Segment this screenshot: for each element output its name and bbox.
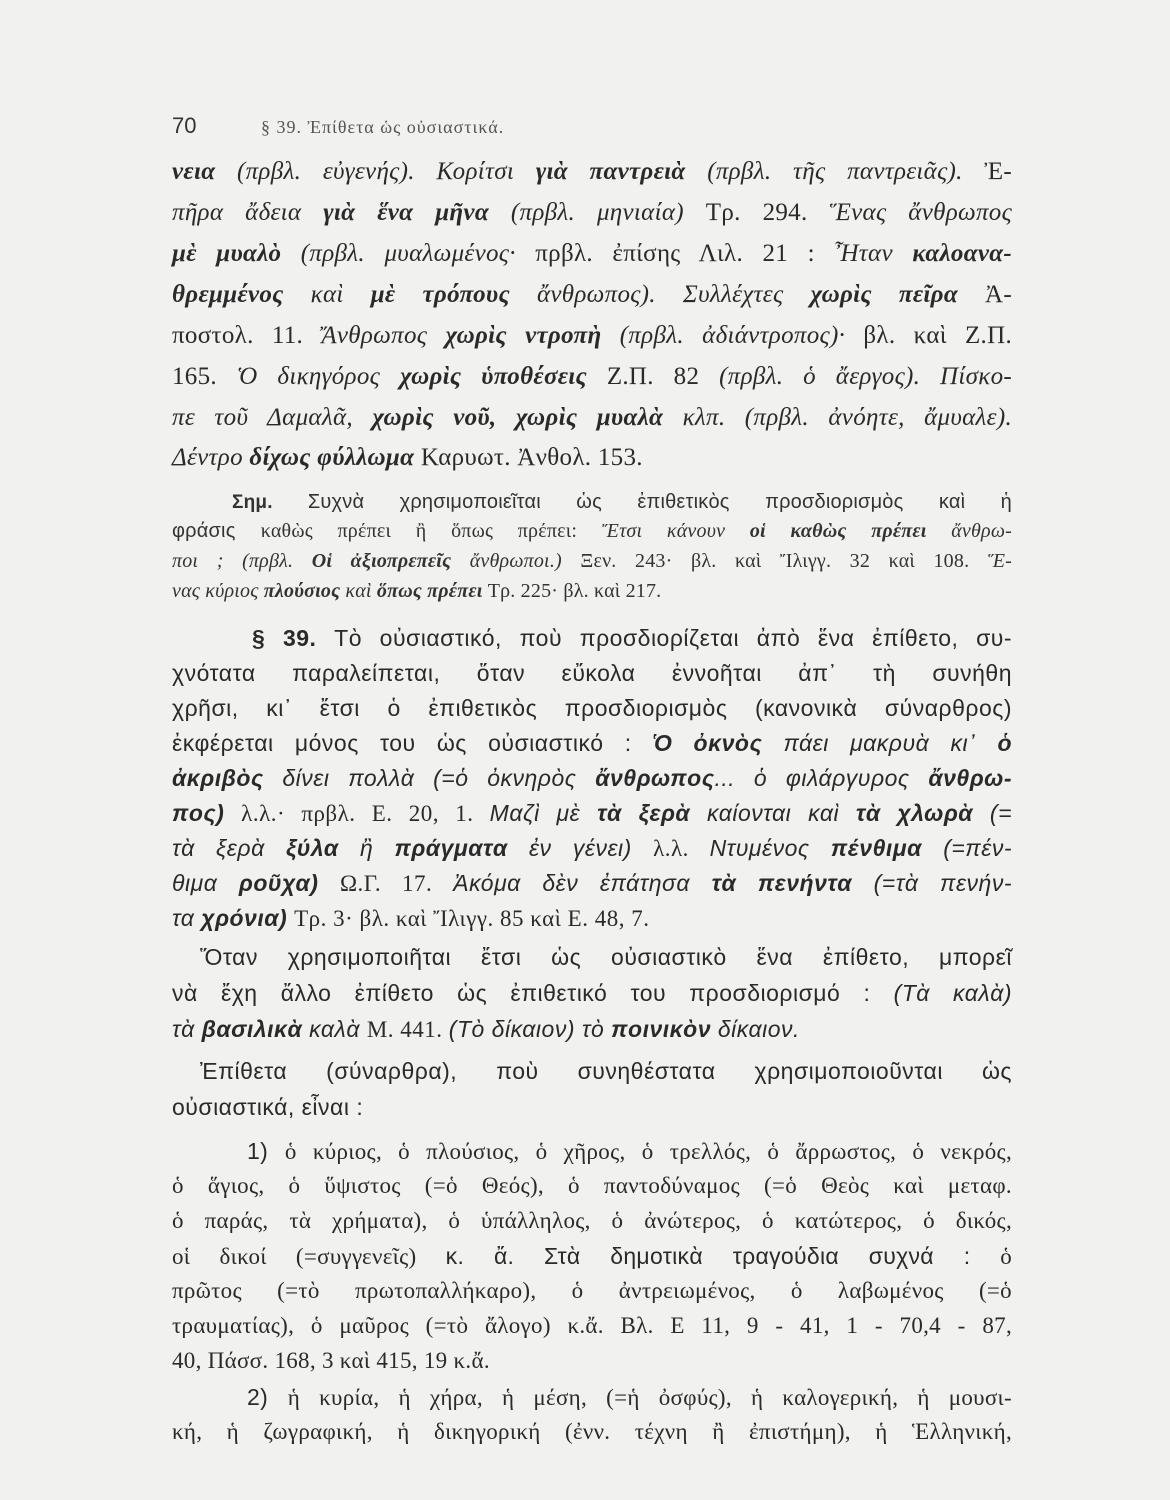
text-line (172, 944, 1012, 971)
text-run: ποινικὸν (611, 1016, 718, 1042)
text-run: μὲ μυαλὸ (172, 240, 301, 267)
text-run: τὰ χλωρὰ (855, 800, 990, 826)
text-run: Ἐ- (984, 158, 1012, 185)
text-run: (πρβλ. ὁ ἄεργος). Πίσκο- (719, 363, 1013, 390)
text-run: χωρὶς ὑποθέσεις (399, 363, 607, 390)
line-content (172, 491, 1012, 514)
text-run: βασιλικὰ (201, 1016, 310, 1042)
text-run: καλὰ (309, 1016, 367, 1042)
text-run: 1) (247, 1138, 285, 1164)
line-content (172, 1138, 1012, 1165)
text-run: χωρὶς πεῖρα (810, 281, 986, 308)
text-run: χωρὶς νοῦ, χωρὶς μυαλὰ (372, 404, 683, 431)
text-run: βλ. καὶ Ζ.Π. (863, 322, 1013, 349)
text-run: δίκαιον. (717, 1016, 800, 1042)
text-run: κλπ. (πρβλ. ἀνόητε, ἄμυαλε). (682, 404, 1012, 431)
line-content (172, 520, 1012, 543)
text-run: ποι ; (πρβλ. (172, 550, 312, 572)
text-run: πλούσιος (263, 580, 346, 602)
text-run: ποστολ. 11. (172, 322, 322, 349)
line-content (172, 1313, 1012, 1339)
text-run: Ἀκόμα δὲν ἐπάτησα (453, 870, 712, 896)
text-run: Ἕ- (987, 550, 1012, 572)
text-run: Τρ. 294. (705, 199, 830, 226)
text-run: ἄνθρωπος). Συλλέχτες (536, 281, 811, 308)
text-line (172, 404, 1012, 432)
text-line (172, 322, 1012, 350)
text-run: καίονται καὶ (707, 800, 856, 826)
text-run: Ἦταν (834, 240, 913, 267)
text-run: Τρ. 225· βλ. καὶ 217. (487, 580, 662, 602)
text-run: (πρβλ. μυαλωμένος· (300, 240, 536, 267)
text-run: Καρυωτ. Ἀνθολ. 153. (420, 444, 643, 471)
text-run: οἱ δικοί (=συγγενεῖς) (172, 1244, 446, 1269)
line-content (172, 444, 1012, 472)
text-run: (=πέν- (943, 835, 1012, 861)
text-run: ἐκφέρεται μόνος του ὡς οὐσιαστικό : (172, 730, 653, 756)
text-run: μὲ τρόπους (370, 281, 537, 308)
text-run: καθὼς πρέπει ἢ ὅπως πρέπει: (260, 520, 602, 542)
text-line (172, 1058, 1012, 1085)
text-run: τὰ ξερὰ (172, 835, 286, 861)
text-line (172, 765, 1012, 792)
text-run: Ὅταν χρησιμοποιῆται ἔτσι ὡς οὐσιαστικὸ ἕνα ἐπίθετο, μπορεῖ (200, 944, 1012, 970)
line-content (172, 905, 1012, 932)
text-line (172, 695, 1012, 722)
text-run: πος) (172, 800, 242, 826)
text-run: καὶ (345, 580, 377, 602)
text-run: πε τοῦ Δαμαλᾶ, (172, 404, 373, 431)
line-content (172, 1384, 1012, 1411)
text-line (172, 905, 1012, 932)
line-content (172, 1419, 1012, 1445)
line-content (172, 1243, 1012, 1270)
text-run: λ.λ.· πρβλ. Ε. 20, 1. (241, 801, 490, 826)
text-run: νεια (172, 158, 237, 185)
text-run: (= (989, 800, 1013, 826)
line-content (172, 1348, 1012, 1374)
text-run: 165. (172, 363, 237, 390)
text-line (172, 1094, 1012, 1121)
note-line (172, 491, 1012, 514)
text-run: ἄνθρωπος (595, 765, 715, 791)
line-content (172, 1278, 1012, 1304)
text-run: λ.λ. (653, 836, 710, 861)
text-run: (πρβλ. ἀδιάντροπος)· (619, 322, 864, 349)
text-line (172, 625, 1012, 652)
text-run: ... ὁ φιλάργυρος (714, 765, 929, 791)
text-run: πρῶτος (=τὸ πρωτοπαλλήκαρο), ὁ ἀντρειωμένος, ὁ λαβωμένος (=ὁ (172, 1278, 1012, 1303)
line-content (172, 870, 1012, 897)
text-run: ξύλα (285, 835, 360, 861)
line-content (172, 1208, 1012, 1234)
text-run: θιμα (172, 870, 239, 896)
text-run: Οἱ ἀξιοπρεπεῖς (311, 550, 470, 572)
text-run: τραυματίας), ὁ μαῦρος (=τὸ ἄλογο) κ.ἄ. Βλ. Ε 11, 9 - 41, 1 - 70,4 - 87, (172, 1313, 1012, 1338)
text-run: Ντυμένος (709, 835, 831, 861)
text-run: 40, Πάσσ. 168, 3 καὶ 415, 19 κ.ἄ. (172, 1348, 490, 1373)
text-run: νας κύριος (172, 580, 264, 602)
text-run: χωρὶς ντροπὴ (445, 322, 620, 349)
line-content (172, 158, 1012, 186)
text-run: καλοανα- (912, 240, 1013, 267)
line-content (172, 1016, 1012, 1043)
text-run: (πρβλ. μηνιαία) (510, 199, 706, 226)
text-run: καὶ (310, 281, 371, 308)
list-line (172, 1384, 1012, 1411)
text-run: φράσις (172, 520, 261, 542)
text-run: κή, ἡ ζωγραφική, ἡ δικηγορική (ἐνν. τέχνη ἢ ἐπιστήμη), ἡ Ἑλληνική, (172, 1419, 1012, 1444)
text-run: κ. ἄ. Στὰ δημοτικὰ τραγούδια συχνά : (445, 1243, 1001, 1269)
text-line (172, 158, 1012, 186)
line-content (172, 625, 1012, 652)
line-content (172, 322, 1012, 350)
text-run: ὅπως πρέπει (376, 580, 488, 602)
line-content (172, 281, 1012, 309)
list-line (172, 1419, 1012, 1445)
line-content (172, 550, 1012, 573)
text-run: ἐν γένει) (528, 835, 654, 861)
text-run: ἄνθρωποι.) (469, 550, 581, 572)
note-line (172, 550, 1012, 573)
text-run: πρβλ. ἐπίσης Λιλ. 21 : (535, 240, 835, 267)
line-content (172, 580, 1012, 603)
text-run: (=τὰ πενήν- (873, 870, 1012, 896)
list-line (172, 1243, 1012, 1270)
text-line (172, 240, 1012, 268)
list-line (172, 1138, 1012, 1165)
list-line (172, 1173, 1012, 1199)
text-line (172, 835, 1012, 862)
text-run: (πρβλ. εὐγενής). Κορίτσι (236, 158, 536, 185)
text-run: ὁ (1000, 1244, 1012, 1269)
line-content (172, 404, 1012, 432)
text-run: Ἐπίθετα (σύναρθρα), ποὺ συνηθέστατα χρησιμοποιοῦνται ὡς (200, 1058, 1012, 1084)
text-run: Ὁ δικηγόρος (236, 363, 400, 390)
text-run: θρεμμένος (172, 281, 311, 308)
text-line (172, 281, 1012, 309)
text-run: ἄνθρω- (928, 765, 1012, 791)
note-line (172, 520, 1012, 543)
text-run: τὰ ξερὰ (597, 800, 708, 826)
text-run: νὰ ἔχη ἄλλο ἐπίθετο ὡς ἐπιθετικό του προσδιορισμό : (172, 980, 894, 1006)
text-run: ἢ (359, 835, 395, 861)
text-run: Ἄνθρωπος (321, 322, 446, 349)
text-run: Ω.Γ. 17. (339, 871, 454, 896)
text-run: Δέντρο (172, 444, 250, 471)
text-run: Σημ. (232, 492, 308, 513)
text-run: πῆρα ἄδεια (172, 199, 324, 226)
text-run: τα (172, 905, 202, 931)
list-line (172, 1208, 1012, 1234)
line-content (172, 240, 1012, 268)
text-run: δίχως φύλλωμα (249, 444, 421, 471)
line-content (172, 1173, 1012, 1199)
line-content (172, 730, 1012, 757)
text-run: Ὁ ὀκνὸς (652, 730, 784, 756)
list-line (172, 1348, 1012, 1374)
note-line (172, 580, 1012, 603)
text-run: 2) (247, 1384, 288, 1410)
text-line (172, 660, 1012, 687)
text-line (172, 199, 1012, 227)
line-content (172, 980, 1012, 1007)
line-content (172, 800, 1012, 827)
line-content (172, 944, 1012, 971)
text-run: πράγματα (394, 835, 529, 861)
page-number: 70 (172, 113, 197, 138)
text-run: Τὸ οὐσιαστικό, ποὺ προσδιορίζεται ἀπὸ ἕνα ἐπίθετο, συ- (334, 625, 1012, 651)
line-content (172, 1058, 1012, 1085)
text-run: χρόνια) (201, 905, 295, 931)
line-content (172, 835, 1012, 862)
text-line (172, 800, 1012, 827)
text-run: Ἀ- (985, 281, 1012, 308)
text-run: (Τὰ καλὰ) (893, 980, 1012, 1006)
text-run: Τρ. 3· βλ. καὶ Ἴλιγγ. 85 καὶ Ε. 48, 7. (294, 906, 650, 931)
list-line (172, 1313, 1012, 1339)
text-run: ἄνθρω- (951, 520, 1012, 542)
text-run: § 39. (252, 625, 335, 651)
running-title: § 39. Ἐπίθετα ὡς οὐσιαστικά. (261, 117, 505, 137)
text-run: ὁ (997, 730, 1012, 756)
text-run: γιὰ ἕνα μῆνα (323, 199, 511, 226)
line-content (172, 199, 1012, 227)
text-run: Ζ.Π. 82 (606, 363, 720, 390)
text-run: (πρβλ. τῆς παντρειᾶς). (707, 158, 985, 185)
text-line (172, 730, 1012, 757)
text-run: Μ. 441. (366, 1017, 449, 1042)
text-line (172, 363, 1012, 391)
text-run: Ἔτσι κάνουν (601, 520, 750, 542)
text-line (172, 444, 1012, 472)
text-run: χρῆσι, κι᾽ ἔτσι ὁ ἐπιθετικὸς προσδιορισμὸς (κανονικὰ σύναρθρος) (172, 695, 1012, 721)
text-run: γιὰ παντρειὰ (535, 158, 708, 185)
text-run: οὐσιαστικά, εἶναι : (172, 1094, 364, 1120)
line-content (172, 765, 1012, 792)
text-run: τὰ πενήντα (711, 870, 874, 896)
line-content (172, 363, 1012, 391)
text-run: ἀκριβὸς (172, 765, 283, 791)
text-line (172, 980, 1012, 1007)
text-run: δίνει πολλὰ (=ὁ ὀκνηρὸς (282, 765, 596, 791)
list-line (172, 1278, 1012, 1304)
line-content (172, 695, 1012, 722)
text-run: Συχνὰ χρησιμοποιεῖται ὡς ἐπιθετικὸς προσδιορισμὸς καὶ ἡ (307, 491, 1012, 513)
text-line (172, 870, 1012, 897)
text-run: Ξεν. 243· βλ. καὶ Ἴλιγγ. 32 καὶ 108. (580, 550, 988, 572)
text-run: Ἕνας ἄνθρωπος (829, 199, 1013, 226)
text-line (172, 1016, 1012, 1043)
text-run: Μαζὶ μὲ (489, 800, 598, 826)
text-run: ροῦχα) (238, 870, 340, 896)
text-run: χνότατα παραλείπεται, ὅταν εὔκολα ἐννοῆται ἀπ᾽ τὴ συνήθη (172, 660, 1012, 686)
text-run: οἱ καθὼς πρέπει (749, 520, 952, 542)
line-content (172, 660, 1012, 687)
text-run: ἡ κυρία, ἡ χήρα, ἡ μέση, (=ἡ ὀσφύς), ἡ καλογερική, ἡ μουσι- (287, 1385, 1012, 1410)
text-run: (Τὸ δίκαιον) τὸ (448, 1016, 612, 1042)
text-run: πάει μακρυὰ κι᾽ (783, 730, 998, 756)
text-run: ὁ κύριος, ὁ πλούσιος, ὁ χῆρος, ὁ τρελλός, ὁ ἄρρωστος, ὁ νεκρός, (284, 1139, 1012, 1164)
text-run: τὰ (172, 1016, 202, 1042)
text-run: πένθιμα (830, 835, 944, 861)
text-run: ὁ παράς, τὰ χρήματα), ὁ ὑπάλληλος, ὁ ἀνώτερος, ὁ κατώτερος, ὁ δικός, (172, 1208, 1012, 1233)
text-run: ὁ ἅγιος, ὁ ὕψιστος (=ὁ Θεός), ὁ παντοδύναμος (=ὁ Θεὸς καὶ μεταφ. (172, 1173, 1012, 1198)
line-content (172, 1094, 1012, 1121)
